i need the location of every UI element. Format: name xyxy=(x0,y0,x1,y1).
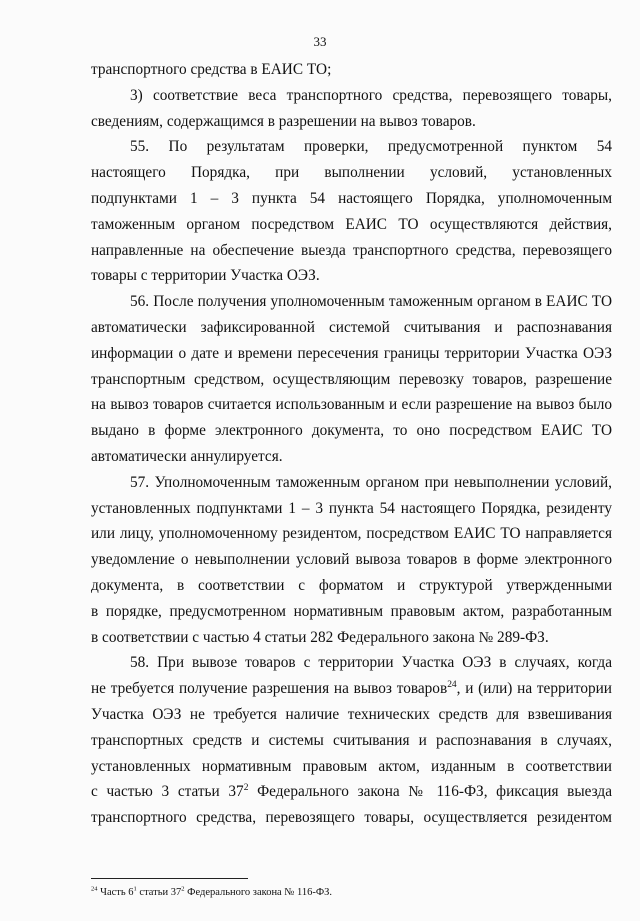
text-line xyxy=(91,728,612,754)
line-text: транспортным средством, осуществляющим перевозку товаров, разрешение xyxy=(91,370,612,388)
text-line xyxy=(91,418,612,444)
footnote-text-c: Федерального закона № 116-ФЗ. xyxy=(184,887,333,898)
line-text: настоящего Порядка, при выполнении условий, установленных xyxy=(91,164,612,182)
body-text xyxy=(91,57,612,831)
text-line xyxy=(91,367,612,393)
line-text: транспортного средства, перевозящего товары, осуществляется резидентом xyxy=(91,809,612,827)
text-line xyxy=(91,599,612,625)
line-text-continued: , и (или) на территории xyxy=(456,680,612,698)
text-line xyxy=(91,573,612,599)
line-text: установленных подпунктами 1 – 3 пункта 54 настоящего Порядка, резиденту xyxy=(91,499,612,517)
footnote-sup-a: 1 xyxy=(133,885,137,893)
text-line xyxy=(91,57,612,83)
footnote-text-a: Часть 6 xyxy=(97,887,134,898)
text-line xyxy=(91,521,612,547)
page-number: 33 xyxy=(313,34,327,49)
text-line xyxy=(91,650,612,676)
line-text: автоматически зафиксированной системой считывания и распознавания xyxy=(91,318,612,336)
text-line xyxy=(91,109,612,135)
line-text: автоматически аннулируется. xyxy=(91,447,283,465)
line-text: Участка ОЭЗ не требуется наличие технических средств для взвешивания xyxy=(91,705,612,723)
line-text: уведомление о невыполнении условий вывоза товаров в форме электронного xyxy=(91,551,612,569)
line-text: 58. При вывозе товаров с территории Участка ОЭЗ в случаях, когда xyxy=(130,654,612,672)
footnote xyxy=(91,886,332,899)
superscript: 24 xyxy=(447,680,457,691)
line-text: в соответствии с частью 4 статьи 282 Федерального закона № 289-ФЗ. xyxy=(91,628,549,646)
line-text: выдано в форме электронного документа, то оно посредством ЕАИС ТО xyxy=(91,422,612,440)
footnote-text-b: статьи 37 xyxy=(136,887,182,898)
text-line xyxy=(91,754,612,780)
line-text: 56. После получения уполномоченным таможенным органом в ЕАИС ТО xyxy=(130,293,612,311)
line-text-continued: Федерального закона № 116-ФЗ, фиксация выезда xyxy=(248,783,612,801)
line-text: 3) соответствие веса транспортного средства, перевозящего товары, xyxy=(130,86,612,104)
line-text: подпунктами 1 – 3 пункта 54 настоящего Порядка, уполномоченным xyxy=(91,189,612,207)
text-line xyxy=(91,186,612,212)
line-text: таможенным органом посредством ЕАИС ТО осуществляются действия, xyxy=(91,215,612,233)
line-text: документа, в соответствии с форматом и структурой утвержденными xyxy=(91,576,612,594)
text-line xyxy=(91,134,612,160)
text-line xyxy=(91,676,612,702)
text-line xyxy=(91,470,612,496)
line-text: 57. Уполномоченным таможенным органом при невыполнении условий, xyxy=(130,473,612,491)
text-line xyxy=(91,83,612,109)
line-text: направленные на обеспечение выезда транспортного средства, перевозящего xyxy=(91,241,612,259)
text-line xyxy=(91,212,612,238)
text-line xyxy=(91,625,612,651)
line-text: на вывоз товаров считается использованным и если разрешение на вывоз было xyxy=(91,396,612,414)
line-text: информации о дате и времени пересечения границы территории Участка ОЭЗ xyxy=(91,344,612,362)
footnote-divider xyxy=(91,878,248,879)
text-line xyxy=(91,315,612,341)
text-line xyxy=(91,547,612,573)
text-line xyxy=(91,238,612,264)
text-line xyxy=(91,805,612,831)
text-line xyxy=(91,702,612,728)
line-text: транспортного средства в ЕАИС ТО; xyxy=(91,61,332,78)
text-line xyxy=(91,341,612,367)
text-line xyxy=(91,392,612,418)
text-line xyxy=(91,496,612,522)
text-line xyxy=(91,263,612,289)
line-text: сведениям, содержащимся в разрешении на вывоз товаров. xyxy=(91,112,476,130)
superscript: 2 xyxy=(243,783,249,794)
line-text: в порядке, предусмотренном нормативным правовым актом, разработанным xyxy=(91,602,612,620)
line-text: или лицу, уполномоченному резидентом, посредством ЕАИС ТО направляется xyxy=(91,525,612,543)
line-text: транспортных средств и системы считывания и распознавания в случаях, xyxy=(91,731,612,749)
text-line xyxy=(91,289,612,315)
line-text: не требуется получение разрешения на вывоз товаров xyxy=(91,680,448,698)
footnote-mark: 24 xyxy=(91,885,98,893)
text-line xyxy=(91,779,612,805)
line-text: с частью 3 статьи 37 xyxy=(91,783,244,801)
line-text: установленных нормативным правовым актом, изданным в соответствии xyxy=(91,757,612,775)
footnote-sup-b: 2 xyxy=(181,885,185,893)
line-text: товары с территории Участка ОЭЗ. xyxy=(91,267,320,285)
line-text: 55. По результатам проверки, предусмотренной пунктом 54 xyxy=(130,138,612,156)
text-line xyxy=(91,444,612,470)
text-line xyxy=(91,160,612,186)
